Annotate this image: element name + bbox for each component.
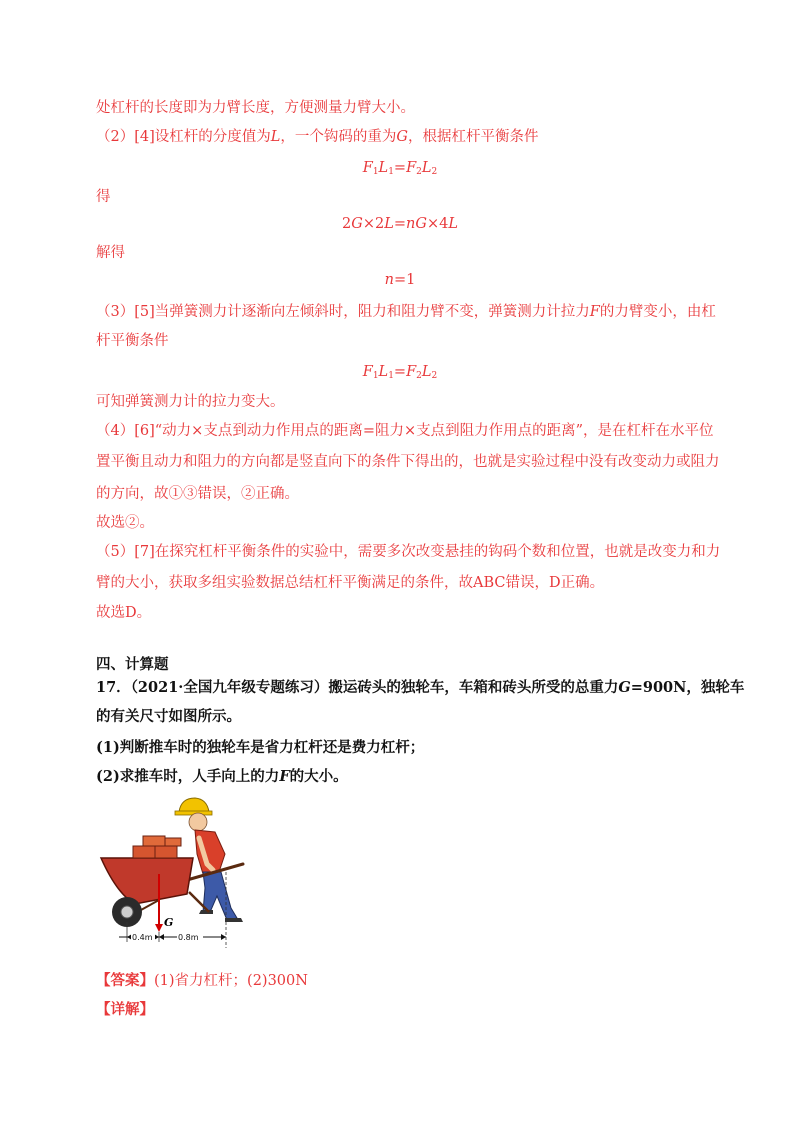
var-L: L (270, 129, 281, 145)
explanation-line-14 (96, 603, 151, 623)
text-span: ，根据杠杆平衡条件 (408, 129, 539, 145)
question-line-1 (96, 678, 744, 698)
explanation-line-13 (96, 573, 604, 593)
sub-question-1 (96, 738, 424, 758)
text-span: =900N，独轮车 (630, 679, 745, 696)
eq-term: G (351, 216, 363, 232)
gravity-arrowhead (155, 924, 163, 932)
text-span: （4）[6]“动力×支点到动力作用点的距离=阻力×支点到阻力作用点的距离”，是在杠杆在水平位 (96, 423, 714, 439)
var-F: F (589, 304, 600, 320)
equation-balance-2 (0, 362, 800, 386)
eq-term: L (421, 160, 432, 176)
explanation-line-4 (96, 243, 125, 263)
text-span: 的有关尺寸如图所示。 (96, 708, 241, 725)
text-span: (1)判断推车时的独轮车是省力杠杆还是费力杠杆； (96, 739, 425, 756)
eq-sub: 1 (372, 167, 379, 177)
answer-text: (1)省力杠杆；(2)300N (154, 973, 308, 989)
brick (165, 838, 181, 846)
explanation-line-12 (96, 542, 720, 562)
eq-term: F (406, 364, 417, 380)
text-span: 的力臂变小，由杠 (599, 304, 716, 320)
text-span: 的大小。 (289, 768, 348, 785)
text-span: 处杠杆的长度即为力臂长度，方便测量力臂大小。 (96, 100, 415, 116)
eq-sub: 2 (416, 371, 422, 381)
equation-balance-1 (0, 158, 800, 182)
text-span: 置平衡且动力和阻力的方向都是竖直向下的条件下得出的，也就是实验过程中没有改变动力或阻力 (96, 454, 720, 470)
explanation-line-11 (96, 513, 154, 533)
wheel-hub (121, 906, 133, 918)
equation-3 (0, 270, 800, 290)
text-span: (2)求推车时，人手向上的力 (96, 768, 280, 785)
var-G: G (618, 679, 631, 696)
eq-sub: 2 (416, 167, 422, 177)
eq-sign: = (393, 160, 407, 176)
sub-question-2 (96, 767, 348, 787)
var-G: G (396, 129, 408, 145)
eq-term: L (421, 364, 432, 380)
section-heading (96, 655, 169, 675)
brick (155, 846, 177, 858)
explanation-line-8 (96, 421, 714, 441)
helmet-icon (179, 798, 209, 812)
dimension-label-1: 0.4m (132, 933, 153, 942)
eq-term: L (378, 364, 389, 380)
eq-sub: 1 (388, 167, 394, 177)
eq-sub: 1 (372, 371, 379, 381)
explanation-line-7 (96, 392, 285, 412)
eq-term: ×4 (426, 216, 449, 232)
text-span: （3）[5]当弹簧测力计逐渐向左倾斜时，阻力和阻力臂不变，弹簧测力计拉力 (96, 304, 590, 320)
eq-term: n (384, 272, 394, 288)
eq-term: n (406, 216, 416, 232)
eq-term: L (384, 216, 394, 232)
wheelbarrow-figure (97, 792, 247, 952)
detail-line (96, 1000, 154, 1020)
worker-head (189, 813, 207, 831)
eq-sub: 1 (388, 371, 394, 381)
text-span: （2）[4]设杠杆的分度值为 (96, 129, 271, 145)
eq-term: L (448, 216, 458, 232)
explanation-line-1 (96, 98, 415, 118)
explanation-line-6 (96, 331, 169, 351)
eq-term: L (378, 160, 389, 176)
explanation-line-9 (96, 452, 720, 472)
text-span: 杆平衡条件 (96, 333, 169, 349)
text-span: 可知弹簧测力计的拉力变大。 (96, 394, 285, 410)
eq-sub: 2 (431, 371, 438, 381)
explanation-line-3 (96, 187, 111, 207)
var-F: F (279, 768, 290, 785)
detail-tag: 【详解】 (96, 1001, 154, 1018)
text-span: 四、计算题 (96, 656, 169, 673)
eq-term: ×2 (362, 216, 385, 232)
dim-arrow (221, 934, 226, 940)
answer-tag: 【答案】 (96, 972, 154, 989)
text-span: （5）[7]在探究杠杆平衡条件的实验中，需要多次改变悬挂的钩码个数和位置，也就是改变力和力 (96, 544, 721, 560)
explanation-line-5 (96, 302, 716, 322)
eq-term: F (362, 364, 373, 380)
text-span: 故选②。 (96, 515, 154, 531)
text-span: 解得 (96, 245, 125, 261)
eq-sub: 2 (431, 167, 438, 177)
eq-term: F (362, 160, 373, 176)
text-span: 的方向，故①③错误，②正确。 (96, 486, 299, 502)
answer-line (96, 971, 308, 991)
dim-arrow (159, 934, 164, 940)
text-span: 臂的大小，获取多组实验数据总结杠杆平衡满足的条件，故ABC错误，D正确。 (96, 575, 605, 591)
explanation-line-10 (96, 484, 299, 504)
worker-shoe (225, 918, 243, 922)
explanation-line-2 (96, 127, 539, 147)
text-span: 搬运砖头的独轮车，车箱和砖头所受的总重力 (328, 679, 619, 696)
question-line-2 (96, 707, 241, 727)
question-number: 17． (96, 679, 131, 696)
brick (133, 846, 155, 858)
equation-2 (0, 214, 800, 234)
text-span: 故选D。 (96, 605, 152, 621)
eq-term: G (415, 216, 427, 232)
text-span: ，一个钩码的重为 (280, 129, 397, 145)
dimension-label-2: 0.8m (178, 933, 199, 942)
eq-sign: = (393, 216, 407, 232)
gravity-label: G (164, 916, 174, 929)
eq-term: 2 (342, 216, 352, 232)
text-span: 得 (96, 189, 111, 205)
eq-term: =1 (393, 272, 416, 288)
question-source: （2021·全国九年级专题练习） (130, 679, 329, 696)
eq-sign: = (393, 364, 407, 380)
eq-term: F (406, 160, 417, 176)
cart-body (101, 858, 193, 904)
brick (143, 836, 165, 846)
